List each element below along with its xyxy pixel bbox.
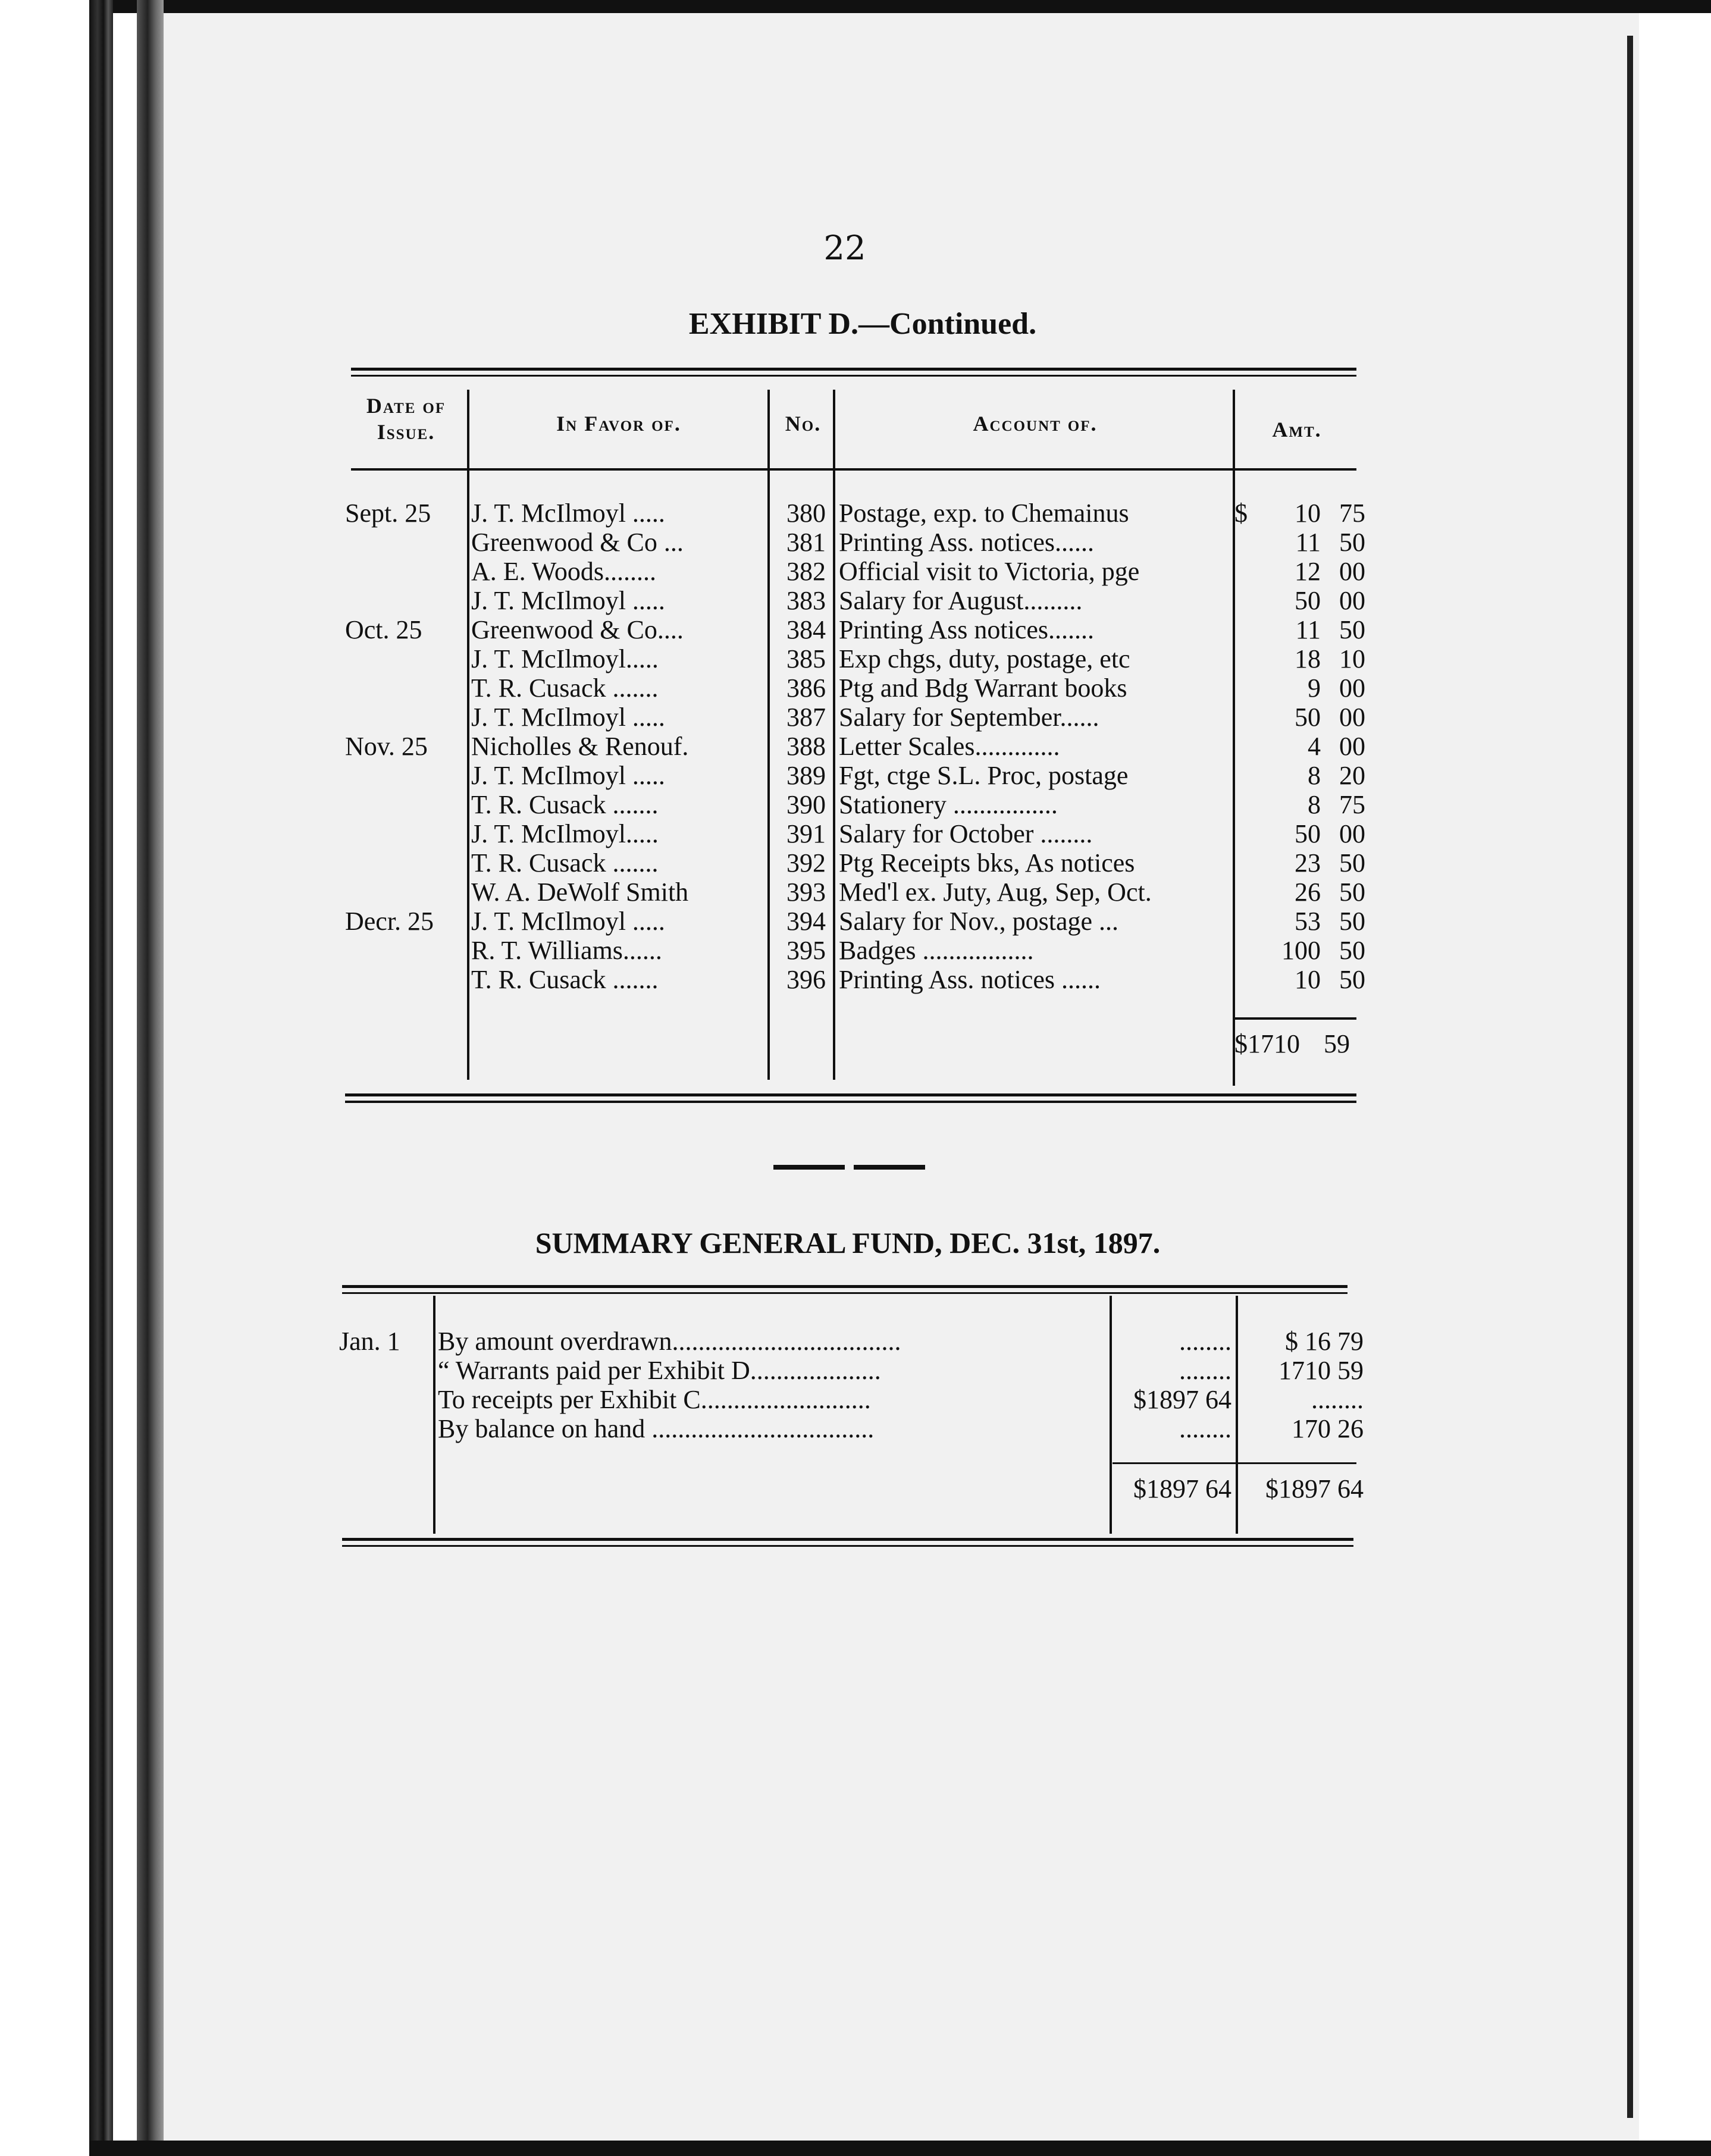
- warrant-row: [345, 644, 1365, 673]
- summary-totals-row: [339, 1474, 1362, 1504]
- warrant-number: 382: [786, 557, 826, 586]
- warrant-cents: 50: [1339, 907, 1365, 936]
- warrant-dollars: 26: [1295, 878, 1321, 907]
- warrant-date: Nov. 25: [345, 732, 428, 761]
- warrant-dollars: 9: [1308, 673, 1321, 703]
- warrant-cents: 50: [1339, 848, 1365, 878]
- warrant-number: 392: [786, 848, 826, 878]
- separator-dash-2: [854, 1165, 925, 1170]
- summary-top-rule-2: [342, 1292, 1348, 1294]
- warrant-date: Sept. 25: [345, 499, 431, 528]
- warrant-row: [345, 819, 1365, 848]
- warrant-dollars: 50: [1295, 586, 1321, 615]
- warrant-payee: J. T. McIlmoyl .....: [471, 761, 665, 790]
- warrant-row: [345, 557, 1365, 586]
- warrant-payee: Nicholles & Renouf.: [471, 732, 689, 761]
- summary-row: [339, 1414, 1362, 1444]
- summary-row: [339, 1385, 1362, 1415]
- warrant-payee: W. A. DeWolf Smith: [471, 878, 689, 907]
- summary-item: By balance on hand ..................................: [438, 1414, 875, 1443]
- total-amount: [1234, 1026, 1359, 1062]
- warrant-payee: R. T. Williams......: [471, 936, 662, 965]
- warrant-row: [345, 878, 1365, 907]
- warrant-dollars: 8: [1308, 790, 1321, 819]
- warrant-dollars: 18: [1295, 644, 1321, 673]
- warrant-cents: 50: [1339, 878, 1365, 907]
- header-amount: Amt.: [1272, 418, 1322, 441]
- warrant-payee: J. T. McIlmoyl.....: [471, 819, 659, 848]
- warrant-number: 383: [786, 586, 826, 615]
- warrant-dollars: 8: [1308, 761, 1321, 790]
- header-favor: In Favor of.: [556, 412, 681, 435]
- warrant-account: Postage, exp. to Chemainus: [839, 499, 1129, 528]
- book-spine-edge: [137, 0, 164, 2156]
- exhibit-title: EXHIBIT D.—Continued.: [688, 307, 1037, 341]
- scan-border-top: [89, 0, 1711, 13]
- warrant-dollars: 50: [1295, 819, 1321, 848]
- warrant-dollars: 50: [1295, 703, 1321, 732]
- warrant-number: 380: [786, 499, 826, 528]
- warrant-number: 390: [786, 790, 826, 819]
- warrant-dollars: 10: [1295, 499, 1321, 528]
- warrant-cents: 50: [1339, 936, 1365, 965]
- warrant-cents: 00: [1339, 703, 1365, 732]
- warrant-row: [345, 732, 1365, 761]
- summary-item: By amount overdrawn...................................: [438, 1327, 901, 1356]
- page-number: 22: [823, 229, 866, 268]
- separator-dash-1: [773, 1165, 845, 1170]
- summary-debit: ........: [1179, 1356, 1231, 1385]
- total-dollars: $1710: [1234, 1029, 1300, 1058]
- warrant-number: 391: [786, 819, 826, 848]
- total-rule: [1234, 1017, 1356, 1020]
- warrant-account: Stationery ................: [839, 790, 1058, 819]
- summary-title: SUMMARY GENERAL FUND, DEC. 31st, 1897.: [535, 1226, 1161, 1259]
- warrant-cents: 50: [1339, 615, 1365, 644]
- warrant-row: [345, 528, 1365, 557]
- warrant-dollars: 23: [1295, 848, 1321, 878]
- warrant-account: Badges .................: [839, 936, 1034, 965]
- warrant-cents: 00: [1339, 819, 1365, 848]
- warrant-dollars: 100: [1281, 936, 1321, 965]
- warrant-payee: T. R. Cusack .......: [471, 965, 659, 994]
- warrant-account: Exp chgs, duty, postage, etc: [839, 644, 1130, 673]
- header-account: Account of.: [973, 412, 1098, 435]
- warrant-payee: J. T. McIlmoyl .....: [471, 499, 665, 528]
- warrant-cents: 00: [1339, 557, 1365, 586]
- warrant-account: Salary for August.........: [839, 586, 1083, 615]
- scan-border-left: [89, 0, 113, 2156]
- warrant-row: [345, 790, 1365, 819]
- summary-debit: ........: [1179, 1327, 1231, 1356]
- warrant-account: Salary for October ........: [839, 819, 1093, 848]
- warrant-cents: 10: [1339, 644, 1365, 673]
- warrant-dollars: 53: [1295, 907, 1321, 936]
- warrant-dollars: 11: [1295, 528, 1321, 557]
- warrant-cents: 75: [1339, 790, 1365, 819]
- warrant-payee: Greenwood & Co....: [471, 615, 684, 644]
- warrant-row: [345, 761, 1365, 790]
- warrant-cents: 75: [1339, 499, 1365, 528]
- warrant-payee: T. R. Cusack .......: [471, 848, 659, 878]
- table-top-rule: [351, 368, 1356, 371]
- summary-item: “ Warrants paid per Exhibit D....................: [438, 1356, 881, 1385]
- warrant-account: Fgt, ctge S.L. Proc, postage: [839, 761, 1129, 790]
- warrant-number: 389: [786, 761, 826, 790]
- warrant-number: 381: [786, 528, 826, 557]
- summary-item: To receipts per Exhibit C..........................: [438, 1385, 871, 1414]
- warrant-payee: J. T. McIlmoyl .....: [471, 907, 665, 936]
- warrant-number: 387: [786, 703, 826, 732]
- table-bottom-rule: [345, 1093, 1356, 1096]
- warrant-account: Official visit to Victoria, pge: [839, 557, 1140, 586]
- warrant-payee: A. E. Woods........: [471, 557, 656, 586]
- warrant-account: Salary for September......: [839, 703, 1099, 732]
- warrant-number: 393: [786, 878, 826, 907]
- scan-border-bottom: [89, 2141, 1711, 2156]
- table-bottom-rule-2: [345, 1101, 1356, 1103]
- warrant-cents: 00: [1339, 732, 1365, 761]
- warrant-dollars: 11: [1295, 615, 1321, 644]
- summary-credit: ........: [1311, 1385, 1364, 1414]
- warrant-row: [345, 965, 1365, 994]
- warrant-row: [345, 615, 1365, 644]
- warrant-row: [345, 848, 1365, 878]
- total-cents: 59: [1324, 1029, 1350, 1058]
- warrant-row: [345, 499, 1365, 528]
- warrant-account: Ptg Receipts bks, As notices: [839, 848, 1135, 878]
- warrant-cents: 00: [1339, 586, 1365, 615]
- header-date: Date of Issue.: [366, 394, 446, 444]
- summary-top-rule: [342, 1285, 1348, 1288]
- warrant-cents: 20: [1339, 761, 1365, 790]
- summary-row: [339, 1356, 1362, 1386]
- warrant-date: Oct. 25: [345, 615, 422, 644]
- warrant-cents: 50: [1339, 528, 1365, 557]
- warrant-number: 385: [786, 644, 826, 673]
- warrant-number: 394: [786, 907, 826, 936]
- header-rule: [351, 468, 1356, 471]
- table-top-rule-2: [351, 375, 1356, 377]
- warrant-number: 388: [786, 732, 826, 761]
- warrant-account: Printing Ass. notices......: [839, 528, 1095, 557]
- page-fold-edge: [1627, 36, 1633, 2118]
- warrant-account: Ptg and Bdg Warrant books: [839, 673, 1127, 703]
- warrant-cents: 00: [1339, 673, 1365, 703]
- warrant-account: Med'l ex. Juty, Aug, Sep, Oct.: [839, 878, 1152, 907]
- summary-credit: $ 16 79: [1285, 1327, 1364, 1356]
- warrant-account: Printing Ass. notices ......: [839, 965, 1101, 994]
- warrant-dollars: 10: [1295, 965, 1321, 994]
- summary-total-right: $1897 64: [1265, 1474, 1364, 1503]
- warrant-number: 386: [786, 673, 826, 703]
- summary-total-mid: $1897 64: [1133, 1474, 1231, 1503]
- warrant-row: [345, 936, 1365, 965]
- warrant-cents: 50: [1339, 965, 1365, 994]
- warrant-row: [345, 703, 1365, 732]
- warrant-number: 384: [786, 615, 826, 644]
- summary-date: Jan. 1: [339, 1327, 400, 1356]
- warrant-payee: J. T. McIlmoyl.....: [471, 644, 659, 673]
- summary-credit: 170 26: [1292, 1414, 1364, 1443]
- summary-row: [339, 1327, 1362, 1356]
- warrant-account: Printing Ass notices.......: [839, 615, 1095, 644]
- warrant-row: [345, 907, 1365, 936]
- warrant-payee: J. T. McIlmoyl .....: [471, 586, 665, 615]
- header-no: No.: [785, 412, 822, 435]
- warrant-payee: T. R. Cusack .......: [471, 673, 659, 703]
- warrant-number: 396: [786, 965, 826, 994]
- warrant-number: 395: [786, 936, 826, 965]
- summary-bottom-rule: [342, 1538, 1353, 1541]
- warrant-row: [345, 673, 1365, 703]
- warrant-date: Decr. 25: [345, 907, 434, 936]
- warrant-row: [345, 586, 1365, 615]
- summary-debit: ........: [1179, 1414, 1231, 1443]
- warrant-account: Letter Scales.............: [839, 732, 1060, 761]
- warrant-payee: T. R. Cusack .......: [471, 790, 659, 819]
- summary-debit: $1897 64: [1133, 1385, 1231, 1414]
- summary-credit: 1710 59: [1278, 1356, 1364, 1385]
- warrant-payee: J. T. McIlmoyl .....: [471, 703, 665, 732]
- warrant-dollars: 4: [1308, 732, 1321, 761]
- warrant-dollars: 12: [1295, 557, 1321, 586]
- warrant-payee: Greenwood & Co ...: [471, 528, 684, 557]
- summary-bottom-rule-2: [342, 1545, 1353, 1547]
- warrant-account: Salary for Nov., postage ...: [839, 907, 1119, 936]
- warrant-currency: $: [1234, 499, 1248, 528]
- summary-total-rule: [1113, 1462, 1356, 1464]
